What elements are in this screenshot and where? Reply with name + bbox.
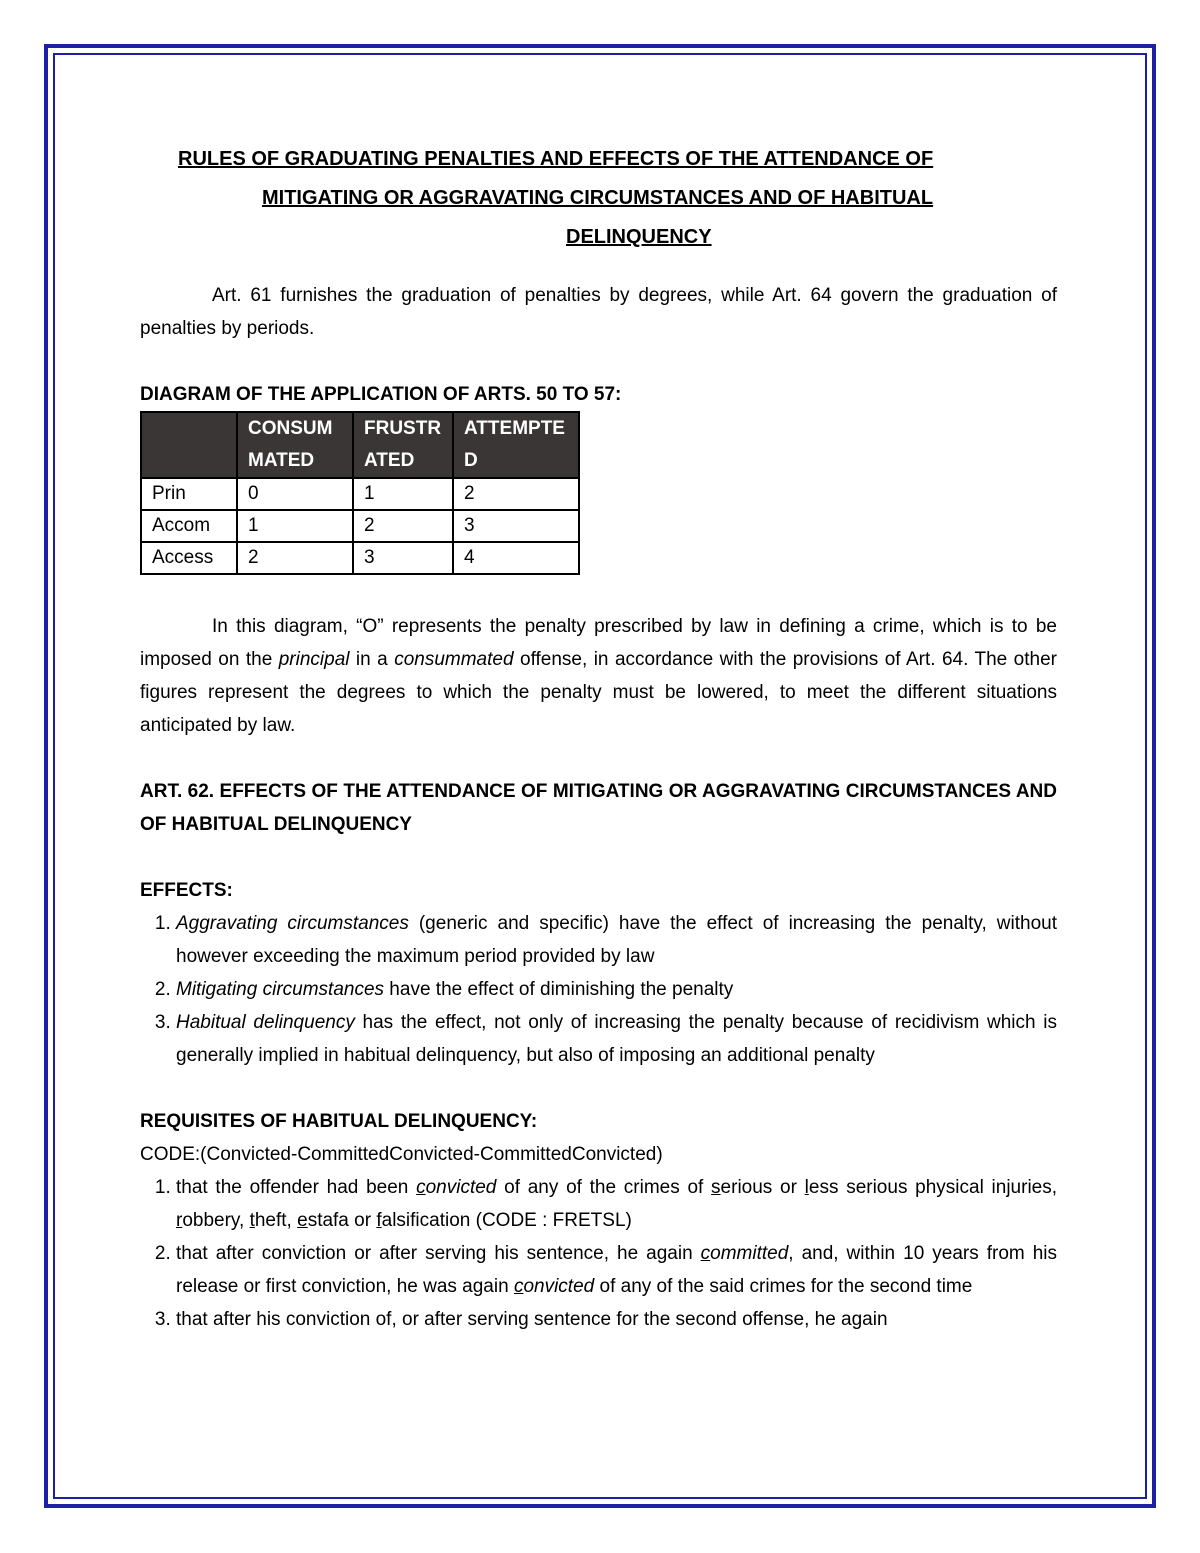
requisites-list — [140, 1171, 1057, 1336]
title-line-1: RULES OF GRADUATING PENALTIES AND EFFECTS OF THE ATTENDANCE OF — [178, 148, 934, 170]
table-cell: 2 — [237, 542, 353, 574]
table-header-cell: ATTEMPTE D — [453, 412, 579, 478]
table-cell: Accom — [141, 510, 237, 542]
intro-paragraph: Art. 61 furnishes the graduation of penalties by degrees, while Art. 64 govern the graduation of penalties by periods. — [140, 285, 1057, 339]
art62-heading: ART. 62. EFFECTS OF THE ATTENDANCE OF MITIGATING OR AGGRAVATING CIRCUMSTANCES AND OF HABITUAL DELINQUENCY — [140, 781, 1057, 835]
requisites-heading: REQUISITES OF HABITUAL DELINQUENCY: — [140, 1111, 538, 1132]
list-item: 2. Mitigating circumstances have the effect of diminishing the penalty — [176, 973, 1057, 1006]
effects-label: EFFECTS: — [140, 880, 233, 901]
table-row — [141, 478, 579, 510]
table-header-cell — [141, 412, 237, 478]
list-item: 3. that after his conviction of, or after serving sentence for the second offense, he again — [176, 1303, 1057, 1336]
table-cell: 0 — [237, 478, 353, 510]
diagram-heading: DIAGRAM OF THE APPLICATION OF ARTS. 50 TO 57: — [140, 384, 622, 405]
table-header-row — [141, 412, 579, 478]
table-cell: 4 — [453, 542, 579, 574]
list-item: 1. Aggravating circumstances (generic and specific) have the effect of increasing the penalty, without however exceeding the maximum period provided by law — [176, 907, 1057, 973]
table-cell: Prin — [141, 478, 237, 510]
table-cell: 3 — [353, 542, 453, 574]
table-header-cell: CONSUM MATED — [237, 412, 353, 478]
page-title — [140, 140, 1057, 257]
title-line-3: DELINQUENCY — [566, 226, 712, 248]
diagram-explanation: In this diagram, “O” represents the penalty prescribed by law in defining a crime, which is to be imposed on the principal in a consummated offense, in accordance with the provisions of Art. 64. The other figures represent the degrees to which the penalty must be lowered, to meet the different situations anticipated by law. — [140, 616, 1057, 736]
list-item: 3. Habitual delinquency has the effect, not only of increasing the penalty because of recidivism which is generally implied in habitual delinquency, but also of imposing an additional penalty — [176, 1006, 1057, 1072]
effects-list — [140, 907, 1057, 1072]
penalty-diagram-table — [140, 411, 580, 575]
table-cell: 2 — [453, 478, 579, 510]
requisites-code: CODE:(Convicted-CommittedConvicted-CommittedConvicted) — [140, 1144, 663, 1165]
list-item: 2. that after conviction or after serving his sentence, he again committed, and, within 10 years from his release or first conviction, he was again convicted of any of the said crimes for the second time — [176, 1237, 1057, 1303]
table-cell: 1 — [237, 510, 353, 542]
title-line-2: MITIGATING OR AGGRAVATING CIRCUMSTANCES AND OF HABITUAL — [262, 187, 934, 209]
table-row — [141, 542, 579, 574]
document-body — [140, 140, 1057, 1336]
table-cell: 1 — [353, 478, 453, 510]
table-row — [141, 510, 579, 542]
table-cell: 2 — [353, 510, 453, 542]
list-item: 1. that the offender had been convicted of any of the crimes of serious or less serious physical injuries, robbery, theft, estafa or falsification (CODE : FRETSL) — [176, 1171, 1057, 1237]
table-cell: 3 — [453, 510, 579, 542]
table-header-cell: FRUSTR ATED — [353, 412, 453, 478]
table-cell: Access — [141, 542, 237, 574]
